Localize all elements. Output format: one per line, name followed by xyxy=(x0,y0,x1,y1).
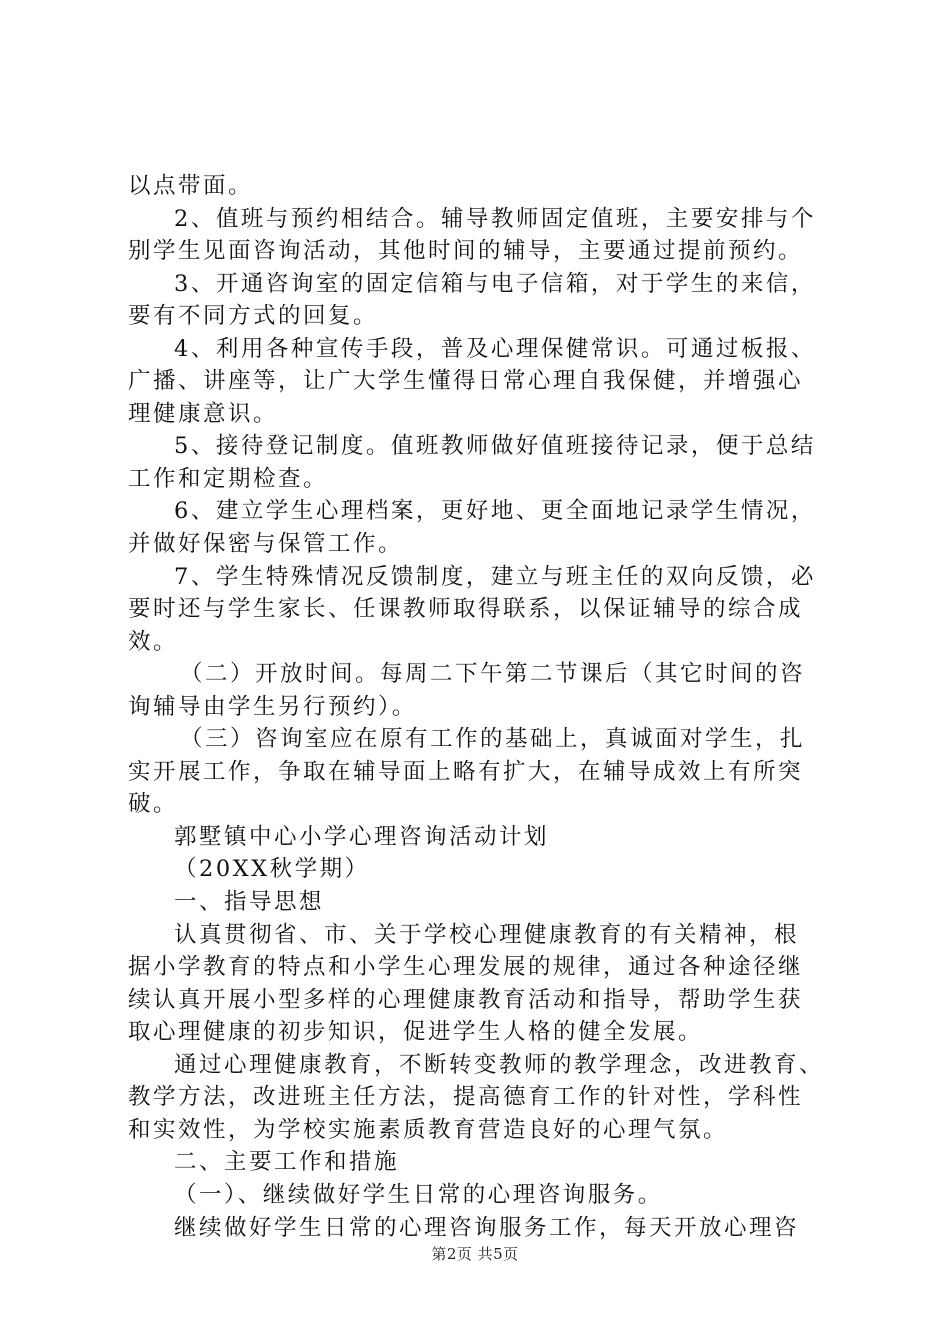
text-line: 理健康意识。 xyxy=(128,400,279,427)
text-line: 二、主要工作和措施 xyxy=(174,1149,400,1176)
text-line: 4、利用各种宣传手段，普及心理保健常识。可通过板报、 xyxy=(174,335,816,362)
document-body xyxy=(128,170,838,1244)
text-line: （一）、继续做好学生日常的心理咨询服务。 xyxy=(174,1181,663,1208)
text-line: 效。 xyxy=(128,628,179,655)
text-line: 实开展工作，争取在辅导面上略有扩大，在辅导成效上有所突 xyxy=(128,758,804,785)
text-line: 以点带面。 xyxy=(128,173,254,199)
text-line: 续认真开展小型多样的心理健康教育活动和指导，帮助学生获 xyxy=(128,986,804,1013)
text-line: 并做好保密与保管工作。 xyxy=(128,531,404,558)
text-line: 6、建立学生心理档案，更好地、更全面地记录学生情况， xyxy=(174,498,816,525)
text-line: （20XX秋学期） xyxy=(174,856,370,883)
text-line: 破。 xyxy=(128,791,179,818)
text-line: 3、开通咨询室的固定信箱与电子信箱，对于学生的来信， xyxy=(174,270,816,297)
text-line: 广播、讲座等，让广大学生懂得日常心理自我保健，并增强心 xyxy=(128,368,804,395)
text-line: （三）咨询室应在原有工作的基础上，真诚面对学生，扎 xyxy=(180,726,806,753)
page-footer: 第2页 共5页 xyxy=(431,1245,519,1263)
text-line: 郭墅镇中心小学心理咨询活动计划 xyxy=(174,823,550,850)
text-line: 别学生见面咨询活动，其他时间的辅导，主要通过提前预约。 xyxy=(128,238,804,265)
text-line: 询辅导由学生另行预约）。 xyxy=(128,693,417,720)
text-line: 要有不同方式的回复。 xyxy=(128,303,379,330)
text-line: 5、接待登记制度。值班教师做好值班接待记录，便于总结 xyxy=(174,433,816,460)
text-line: 一、指导思想 xyxy=(174,889,325,916)
text-line: 和实效性，为学校实施素质教育营造良好的心理气氛。 xyxy=(128,1116,729,1143)
text-line: 要时还与学生家长、任课教师取得联系，以保证辅导的综合成 xyxy=(128,596,804,623)
text-line: 工作和定期检查。 xyxy=(128,465,329,492)
text-line: 继续做好学生日常的心理咨询服务工作，每天开放心理咨 xyxy=(174,1214,800,1241)
text-line: 认真贯彻省、市、关于学校心理健康教育的有关精神，根 xyxy=(174,921,800,948)
text-line: 取心理健康的初步知识，促进学生人格的健全发展。 xyxy=(128,1019,704,1046)
text-line: 教学方法，改进班主任方法，提高德育工作的针对性，学科性 xyxy=(128,1084,804,1111)
text-line: 7、学生特殊情况反馈制度，建立与班主任的双向反馈，必 xyxy=(174,563,816,590)
text-line: （二）开放时间。每周二下午第二节课后（其它时间的咨 xyxy=(180,661,806,688)
text-line: 2、值班与预约相结合。辅导教师固定值班，主要安排与个 xyxy=(174,205,816,232)
text-line: 通过心理健康教育，不断转变教师的教学理念，改进教育、 xyxy=(174,1051,825,1078)
text-line: 据小学教育的特点和小学生心理发展的规律，通过各种途径继 xyxy=(128,954,804,981)
